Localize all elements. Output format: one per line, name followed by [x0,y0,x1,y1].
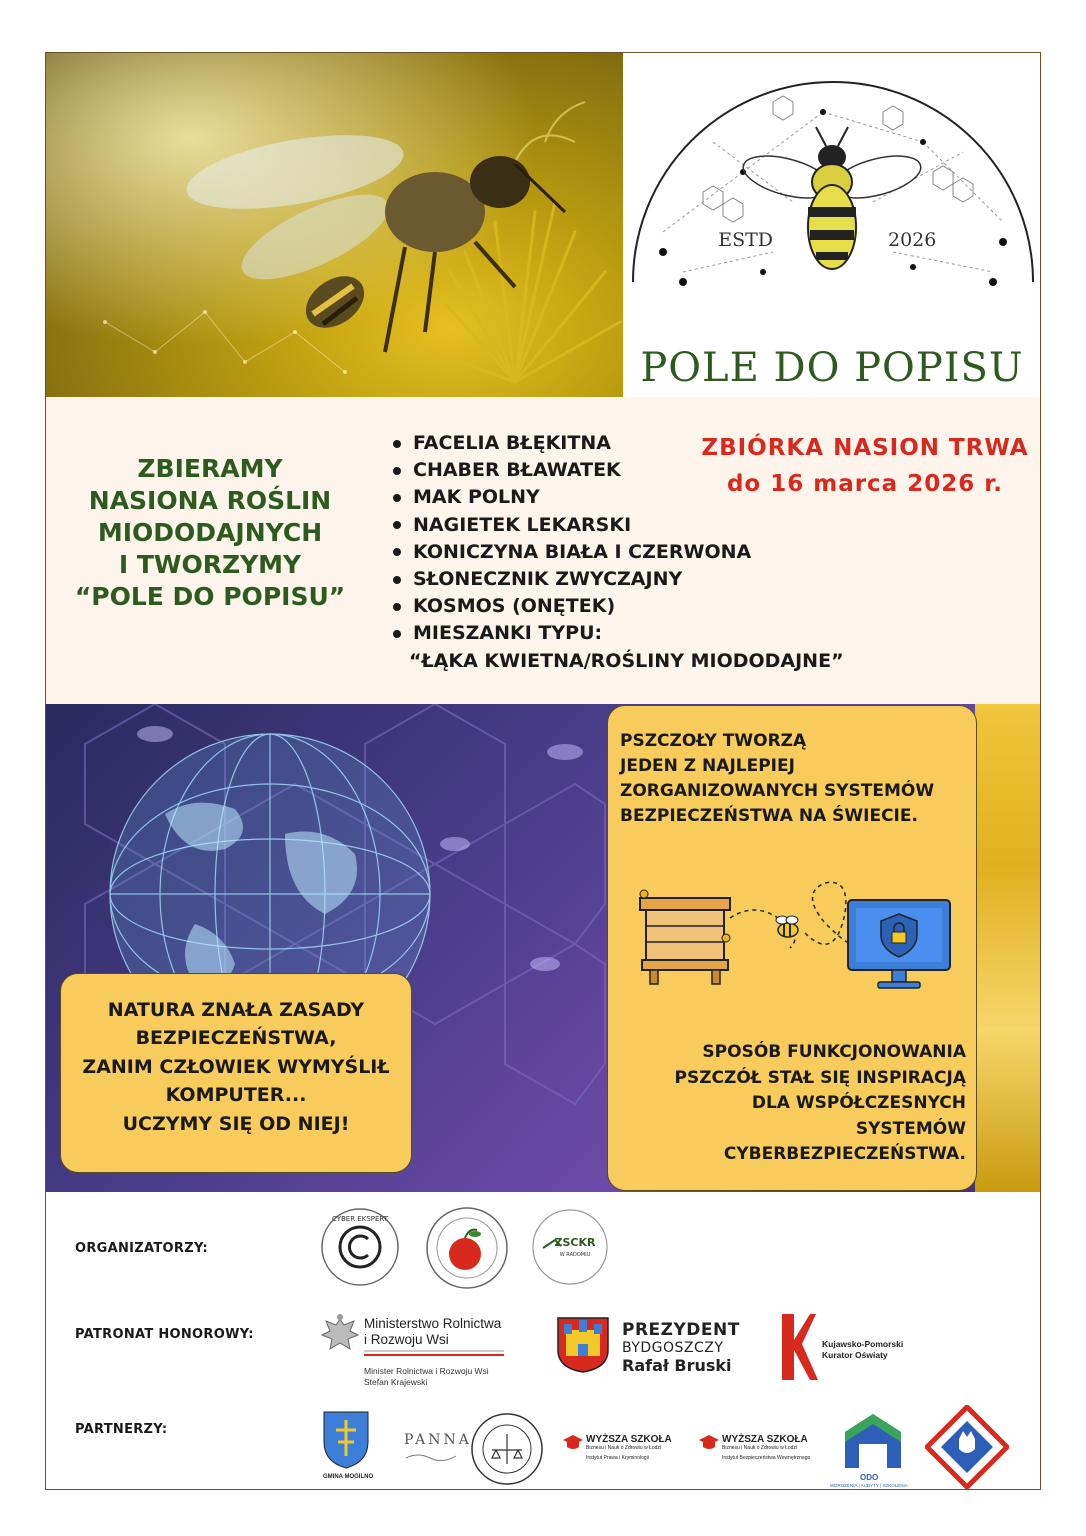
text-line: ZORGANIZOWANYCH SYSTEMÓW [620,781,935,801]
school-title: WYŻSZA SZKOŁA [722,1434,808,1445]
odo-subtitle: WDROŻENIA | AUDYTY | SZKOLENIA [830,1483,908,1488]
kurator-line: Kurator Oświaty [822,1350,888,1360]
president-name: Rafał Bruski [622,1356,732,1375]
headline-line: ZBIERAMY [137,454,283,483]
text-line: BEZPIECZEŃSTWA, [135,1027,337,1050]
plant-name: SŁONECZNIK ZWYCZAJNY [413,568,683,591]
school-sub: Biznesu i Nauk o Zdrowiu w Łodzi [722,1445,798,1451]
kurator-line: Kujawsko-Pomorski [822,1339,904,1349]
text-line: UCZYMY SIĘ OD NIEJ! [122,1112,350,1135]
deadline-line: ZBIÓRKA NASION TRWA [701,435,1029,461]
plant-name: KONICZYNA BIAŁA I CZERWONA [413,540,752,563]
plant-name: NAGIETEK LEKARSKI [413,513,632,536]
president-title: PREZYDENT [622,1320,740,1340]
logo-estd-right: 2026 [888,229,937,251]
deadline-date: do 16 marca 2026 r. [726,471,1004,497]
headline-line: MIODODAJNYCH [97,518,323,547]
plant-name: KOSMOS (ONĘTEK) [413,595,616,618]
school-institute: Instytut Bezpieczeństwa Wewnętrznego [722,1455,811,1461]
ministry-line: i Rozwoju Wsi [364,1332,449,1347]
zsckr-sub: W RADOMIU [559,1252,591,1258]
text-line: JEDEN Z NAJLEPIEJ [620,756,795,776]
poster-border [45,52,1041,1490]
plant-name: MIESZANKI TYPU: [413,622,603,645]
minister-line: Stefan Krajewski [364,1377,428,1387]
school-sub: Biznesu i Nauk o Zdrowiu w Łodzi [586,1445,662,1451]
organizers-label: ORGANIZATORZY: [75,1241,209,1256]
logo-estd-left: ESTD [718,229,773,251]
text-line: SPOSÓB FUNKCJONOWANIA [702,1042,966,1062]
zsckr-name: ZSCKR [554,1236,596,1249]
text-line: SYSTEMÓW [855,1118,966,1139]
list-item-continuation: “ŁĄKA KWIETNA/ROŚLINY MIODODAJNE” [409,649,844,672]
text-line: DLA WSPÓŁCZESNYCH [751,1093,966,1114]
headline-line: “POLE DO POPISU” [74,582,346,611]
minister-line: Minister Rolnictwa i Rozwoju Wsi [364,1366,489,1376]
gmina-mogilno-label: GMINA MOGILNO [323,1474,374,1480]
partners-label: PARTNERZY: [75,1422,168,1437]
headline-line: I TWORZYMY [118,550,302,579]
school-institute: Instytut Prawa i Kryminologii [586,1455,649,1461]
ministry-line: Ministerstwo Rolnictwa [364,1316,502,1331]
plant-name: CHABER BŁAWATEK [413,459,621,482]
odo-label: ODO [860,1473,879,1482]
plant-name: FACELIA BŁĘKITNA [413,432,611,454]
school-title: WYŻSZA SZKOŁA [586,1434,672,1445]
panna-logo: PANNA [404,1432,472,1448]
headline-line: NASIONA ROŚLIN [88,486,332,515]
text-line: NATURA ZNAŁA ZASADY [107,999,365,1021]
text-line: BEZPIECZEŃSTWA NA ŚWIECIE. [620,806,918,826]
text-line: PSZCZÓŁ STAŁ SIĘ INSPIRACJĄ [674,1067,966,1088]
plant-name: MAK POLNY [413,486,540,509]
text-line: CYBERBEZPIECZEŃSTWA. [723,1144,966,1165]
logo-title: POLE DO POPISU [640,345,1024,391]
patronage-label: PATRONAT HONOROWY: [75,1327,254,1342]
cyber-ekspert-name: CYBER EKSPERT [331,1215,389,1223]
president-city: BYDGOSZCZY [622,1340,724,1356]
text-line: PSZCZOŁY TWORZĄ [620,731,807,751]
text-line: ZANIM CZŁOWIEK WYMYŚLIŁ [82,1055,390,1078]
text-line: KOMPUTER... [165,1084,307,1107]
